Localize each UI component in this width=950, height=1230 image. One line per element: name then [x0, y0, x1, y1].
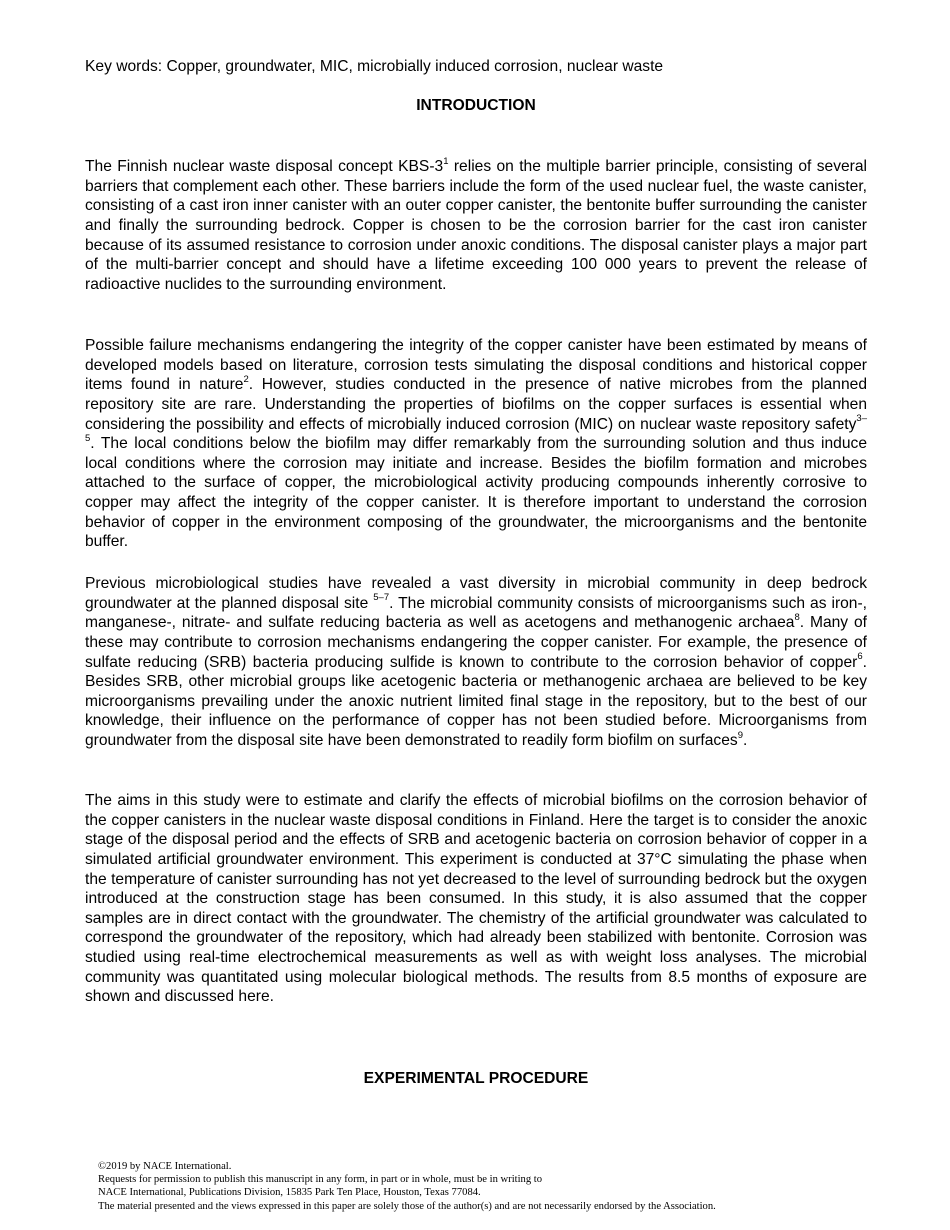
p2-text-c: . The local conditions below the biofilm may differ remarkably from the surrounding solution and thus induce local conditions where the corrosion may initiate and increase. Besides the biofilm formation and microbes attached to the surface of copper, the microbiological activity producing compounds inherently corrosive to copper may affect the integrity of the copper canister. It is therefore important to understand the corrosion behavior of copper in the environment composing of the groundwater, the microorganisms and the bentonite buffer.	[85, 435, 867, 551]
keywords-line: Key words: Copper, groundwater, MIC, microbially induced corrosion, nuclear waste	[85, 58, 664, 75]
p3-text-a: Previous microbiological studies have revealed a vast diversity in microbial community in deep bedrock groundwater at the planned disposal site	[85, 575, 867, 612]
p3-text-d: . Besides SRB, other microbial groups like acetogenic bacteria or methanogenic archaea are believed to be key microorganisms prevailing under the anoxic nutrient limited final stage in the repository, but to the best of our knowledge, their influence on the performance of copper has not been studied before. Microorganisms from groundwater from the disposal site have been demonstrated to readily form biofilm on surfaces	[85, 653, 867, 749]
footer-disclaimer-line: The material presented and the views expressed in this paper are solely those of the author(s) and are not necessarily endorsed by the Association.	[98, 1200, 716, 1212]
p3-citation-1: 5–7	[373, 592, 390, 604]
p2-text-a: Possible failure mechanisms endangering the integrity of the copper canister have been estimated by means of developed models based on literature, corrosion tests simulating the disposal conditions and historical copper items found in nature	[85, 337, 867, 394]
p2-citation-2: 3–5	[85, 413, 867, 444]
p2-text-b: . However, studies conducted in the presence of native microbes from the planned repository site are rare. Understanding the properties of biofilms on the copper surfaces is essential when considering the possibility and effects of microbially induced corrosion (MIC) on nuclear waste repository safety	[85, 376, 867, 433]
p1-citation-1: 1	[443, 155, 449, 167]
introduction-heading: INTRODUCTION	[416, 97, 536, 114]
p3-citation-4: 9	[737, 729, 743, 741]
p3-text-c: . Many of these may contribute to corrosion mechanisms endangering the copper canister. For example, the presence of sulfate reducing (SRB) bacteria producing sulfide is known to contribute to the corrosion behavior of copper	[85, 614, 867, 671]
experimental-procedure-heading: EXPERIMENTAL PROCEDURE	[363, 1070, 589, 1087]
intro-paragraph-1	[85, 157, 867, 294]
p3-citation-3: 6	[857, 651, 863, 663]
footer-copyright-line: ©2019 by NACE International.	[98, 1161, 232, 1172]
intro-paragraph-4	[85, 791, 867, 1007]
copyright-footer	[98, 1160, 898, 1213]
footer-address-line: NACE International, Publications Division, 15835 Park Ten Place, Houston, Texas 77084.	[98, 1187, 481, 1199]
p1-text-b: relies on the multiple barrier principle, consisting of several barriers that complement each other. These barriers include the form of the used nuclear fuel, the waste canister, consisting of a cast iron inner canister with an outer copper canister, the bentonite buffer surrounding the canister and finally the surrounding bedrock. Copper is chosen to be the corrosion barrier for the cast iron canister because of its assumed resistance to corrosion under anoxic conditions. The disposal canister plays a major part of the multi-barrier concept and should have a lifetime exceeding 100 000 years to prevent the release of radioactive nuclides to the surrounding environment.	[85, 158, 867, 293]
p3-text-b: . The microbial community consists of microorganisms such as iron-, manganese-, nitrate- and sulfate reducing bacteria as well as acetogens and methanogenic archaea	[85, 594, 868, 632]
intro-paragraph-3	[85, 574, 867, 751]
p1-text-a: The Finnish nuclear waste disposal concept KBS-3	[85, 158, 444, 175]
p3-text-e: .	[742, 732, 748, 749]
intro-paragraph-2	[85, 336, 867, 552]
p3-citation-2: 8	[794, 612, 800, 624]
footer-permission-line: Requests for permission to publish this manuscript in any form, in part or in whole, must be in writing to	[98, 1174, 543, 1186]
p2-citation-1: 2	[243, 374, 249, 386]
p4-text-a: The aims in this study were to estimate and clarify the effects of microbial biofilms on the corrosion behavior of the copper canisters in the nuclear waste disposal conditions in Finland. Here the target is to consider the anoxic stage of the disposal period and the effects of SRB and acetogenic bacteria on corrosion behavior of copper in a simulated artificial groundwater environment. This experiment is conducted at 37°C simulating the phase when the temperature of canister surrounding has not yet decreased to the level of surrounding bedrock but the oxygen introduced at the construction stage has been consumed. In this study, it is also assumed that the copper samples are in direct contact with the groundwater. The chemistry of the artificial groundwater was calculated to correspond the groundwater of the repository, which had already been stabilized with bentonite. Corrosion was studied using real-time electrochemical measurements as well as with weight loss analyses. The microbial community was quantitated using molecular biological methods. The results from 8.5 months of exposure are shown and discussed here.	[85, 792, 867, 1006]
